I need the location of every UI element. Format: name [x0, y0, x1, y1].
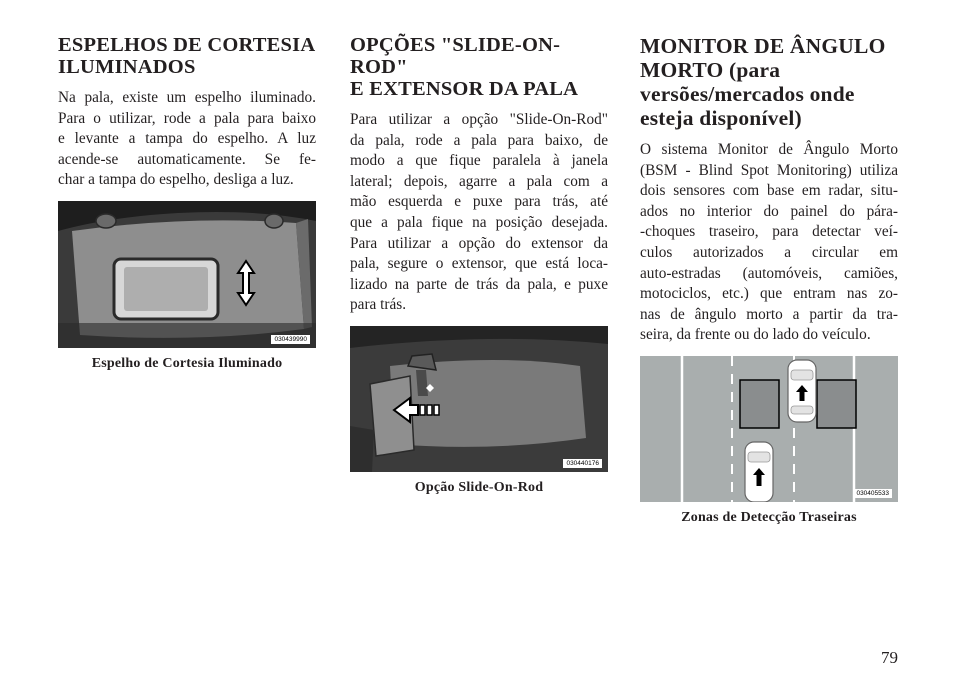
column-left: [58, 34, 316, 372]
body-line: dois sensores com base em radar, situ-: [640, 182, 898, 200]
body-line: para trás.: [350, 296, 407, 314]
body-line: auto-estradas (automóveis, camiões,: [640, 264, 898, 282]
body-line: modo a que fique paralela à janela: [350, 152, 608, 170]
section-body-blind-spot: [640, 140, 898, 346]
figure-detection-zones: [640, 356, 898, 502]
figure-vanity-mirror: [58, 201, 316, 348]
body-line: Na pala, existe um espelho iluminado.: [58, 89, 316, 106]
figure-slide-on-rod: [350, 326, 608, 472]
figure-caption: Espelho de Cortesia Iluminado: [91, 355, 283, 371]
body-line: (BSM - Blind Spot Monitoring) utiliza: [640, 161, 898, 179]
detection-zones-diagram: [640, 356, 898, 502]
body-line: culos autorizados a circular em: [640, 243, 898, 261]
body-line: nas de ângulo morto a partir da tra-: [640, 305, 898, 323]
vanity-mirror-illustration: [58, 201, 316, 348]
title-line: (para: [723, 58, 781, 82]
body-line: pala, segure o extensor, que está loca-: [350, 255, 608, 273]
body-line: acende-se automaticamente. Se fe-: [58, 150, 316, 168]
adjacent-vehicle: [745, 442, 773, 502]
section-body-slide-on-rod: [350, 110, 608, 316]
body-line: que a pala fique na posição desejada.: [350, 213, 608, 231]
title-line: ESPELHOS DE CORTESIA: [58, 34, 316, 56]
section-body-mirrors: [58, 88, 316, 191]
page-number: 79: [881, 648, 898, 667]
title-line: OPÇÕES "SLIDE-ON-ROD": [350, 34, 561, 78]
section-title-slide-on-rod: [350, 34, 608, 100]
body-line: e levante a tampa do espelho. A luz: [58, 130, 316, 148]
body-line: O sistema Monitor de Ângulo Morto: [640, 141, 898, 158]
title-line: esteja disponível): [640, 106, 802, 130]
body-line: ados no interior do painel do pára-: [640, 202, 898, 220]
section-title-mirrors: [58, 34, 316, 78]
body-line: -choques traseiro, para detectar veí-: [640, 223, 898, 241]
body-line: lateral; depois, agarre a pala com a: [350, 172, 608, 190]
figure-caption: Opção Slide-On-Rod: [414, 479, 544, 495]
body-line: lizado na parte de trás da pala, e puxe: [350, 275, 608, 293]
body-line: mão esquerda e puxe para trás, até: [350, 193, 608, 211]
body-line: Para o utilizar, rode a pala para baixo: [58, 109, 316, 127]
column-right: [640, 34, 898, 526]
section-title-blind-spot: [640, 34, 898, 130]
body-line: seira, da frente ou do lado do veículo.: [640, 326, 871, 344]
title-line: versões/mercados onde: [640, 82, 855, 106]
body-line: char a tampa do espelho, desliga a luz.: [58, 171, 294, 189]
column-middle: [350, 34, 608, 496]
title-line: E EXTENSOR DA PALA: [350, 78, 579, 100]
body-line: motociclos, etc.) que entram nas zo-: [640, 285, 898, 303]
title-line: MONITOR DE ÂNGULO: [640, 34, 886, 58]
title-line: MORTO: [640, 58, 724, 82]
body-line: Para utilizar a opção do extensor da: [350, 234, 608, 252]
body-line: Para utilizar a opção "Slide-On-Rod": [350, 111, 608, 128]
slide-on-rod-illustration: [350, 326, 608, 472]
figure-caption: Zonas de Detecção Traseiras: [681, 509, 857, 525]
body-line: da pala, rode a pala para baixo, de: [350, 131, 608, 149]
figure-code: 030439990: [271, 335, 310, 344]
figure-code: 030440176: [563, 459, 602, 468]
figure-code: 030405533: [853, 489, 892, 498]
title-line: ILUMINADOS: [58, 56, 196, 78]
ego-vehicle: [788, 360, 816, 422]
